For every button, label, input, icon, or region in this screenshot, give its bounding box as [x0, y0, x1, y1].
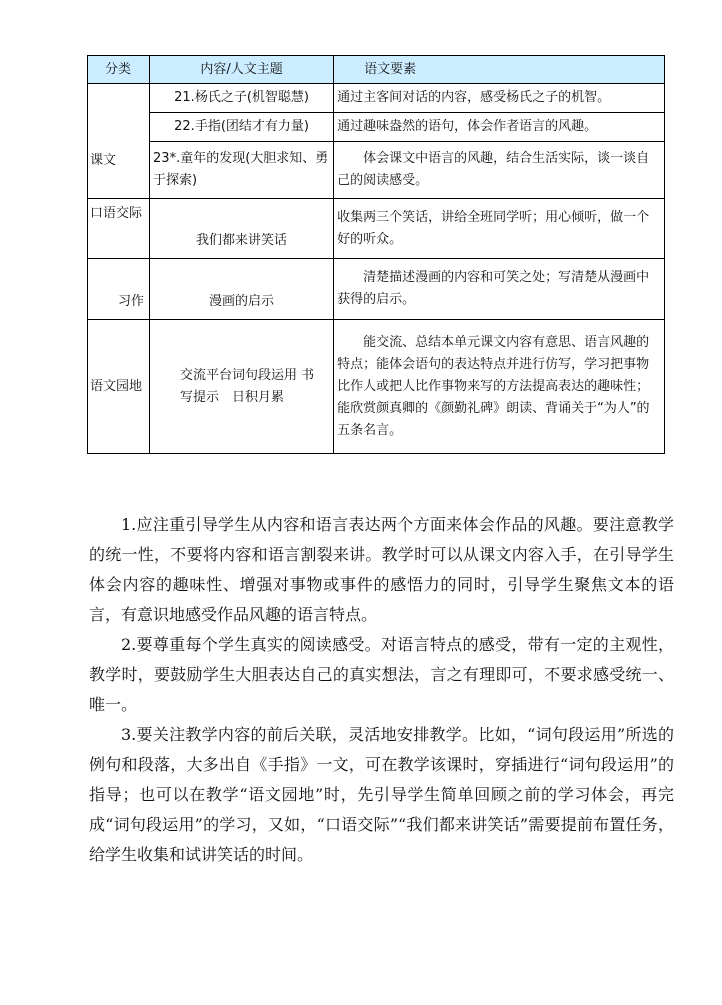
category-cell: 习作 — [88, 259, 150, 320]
header-topic: 内容/人文主题 — [150, 56, 334, 84]
teaching-notes — [89, 510, 674, 870]
topic-cell: 22.手指(团结才有力量) — [150, 113, 334, 142]
table-row — [88, 320, 665, 454]
element-cell: 能交流、总结本单元课文内容有意思、语言风趣的特点；能体会语句的表达特点并进行仿写，学习把事物比作人或把人比作事物来写的方法提高表达的趣味性；能欣赏颜真卿的《颜勤礼碑》朗读、背诵关于“为人”的五条名言。 — [334, 320, 665, 454]
table-row — [88, 142, 665, 199]
element-cell: 通过主客间对话的内容，感受杨氏之子的机智。 — [334, 84, 665, 113]
element-cell: 通过趣味盎然的语句，体会作者语言的风趣。 — [334, 113, 665, 142]
paragraph: 1.应注重引导学生从内容和语言表达两个方面来体会作品的风趣。要注意教学的统一性，不要将内容和语言割裂来讲。教学时可以从课文内容入手，在引导学生体会内容的趣味性、增强对事物或事件的感悟力的同时，引导学生聚焦文本的语言，有意识地感受作品风趣的语言特点。 — [89, 515, 674, 624]
header-element: 语文要素 — [334, 56, 665, 84]
topic-cell: 交流平台词句段运用 书写提示 日积月累 — [150, 320, 334, 454]
category-cell: 课文 — [88, 84, 150, 199]
topic-cell: 23*.童年的发现(大胆求知、勇于探索) — [150, 142, 334, 199]
category-cell: 口语交际 — [88, 199, 150, 259]
topic-cell: 漫画的启示 — [150, 259, 334, 320]
table-row — [88, 259, 665, 320]
table-row — [88, 84, 665, 113]
table-row — [88, 113, 665, 142]
header-category: 分类 — [88, 56, 150, 84]
topic-cell: 我们都来讲笑话 — [150, 199, 334, 259]
element-cell: 收集两三个笑话，讲给全班同学听；用心倾听，做一个好的听众。 — [334, 199, 665, 259]
unit-overview-table — [87, 55, 665, 454]
table-header-row — [88, 56, 665, 84]
table-row — [88, 199, 665, 259]
element-cell: 体会课文中语言的风趣，结合生活实际，谈一谈自己的阅读感受。 — [334, 142, 665, 199]
paragraph: 3.要关注教学内容的前后关联，灵活地安排教学。比如，“词句段运用”所选的例句和段落，大多出自《手指》一文，可在教学该课时，穿插进行“词句段运用”的指导；也可以在教学“语文园地”时，先引导学生简单回顾之前的学习体会，再完成“词句段运用”的学习，又如，“口语交际”“我们都来讲笑话”需要提前布置任务，给学生收集和试讲笑话的时间。 — [89, 725, 674, 864]
topic-cell: 21.杨氏之子(机智聪慧) — [150, 84, 334, 113]
element-cell: 清楚描述漫画的内容和可笑之处；写清楚从漫画中获得的启示。 — [334, 259, 665, 320]
category-cell: 语文园地 — [88, 320, 150, 454]
paragraph: 2.要尊重每个学生真实的阅读感受。对语言特点的感受，带有一定的主观性，教学时，要鼓励学生大胆表达自己的真实想法，言之有理即可，不要求感受统一、唯一。 — [89, 635, 674, 714]
